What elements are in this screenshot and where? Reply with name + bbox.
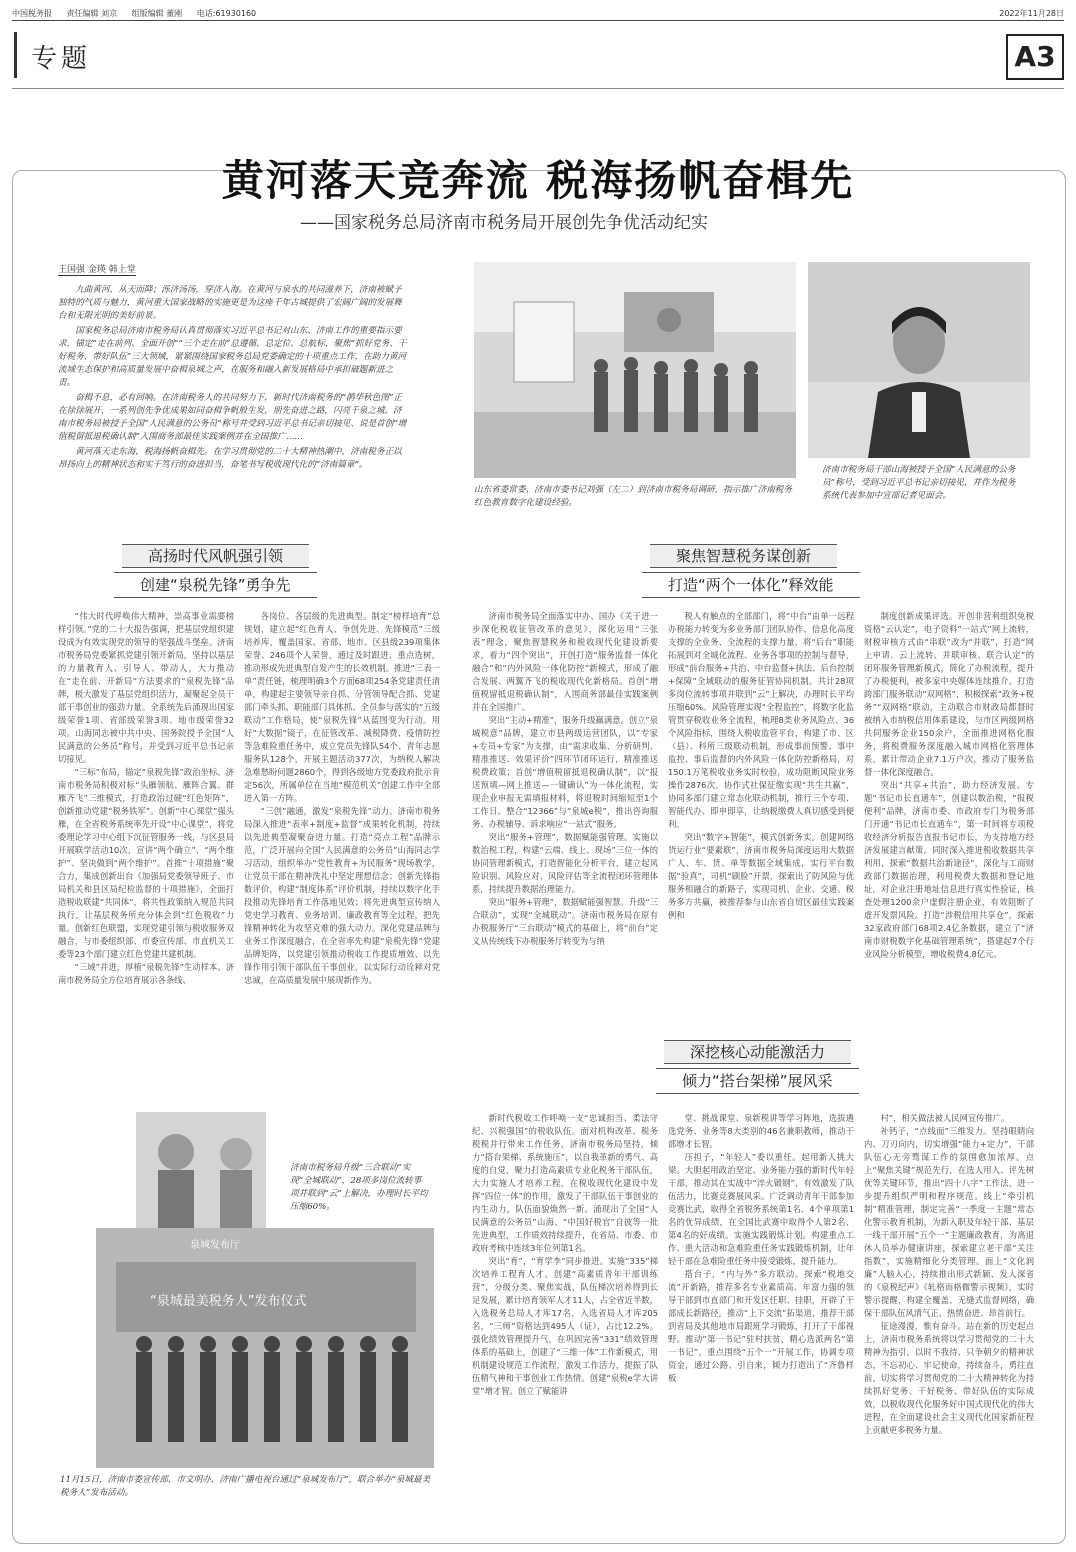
page-number: A3 bbox=[1006, 34, 1064, 80]
section-banner-1 bbox=[122, 544, 372, 600]
body-paragraph: 济南市税务局全面落实中办、国办《关于进一步深化税收征管改革的意见》，深化运用“三张表”理念，聚焦智慧税务和税收现代化建设新要求，着力“四个突出”，开创打造“服务监督一体化融合”和“内外风险一体化防控”新模式，形成了融合发展、两翼齐飞的税收现代化新格局。首创“增值税留抵退税确认制”，入围商务部最佳实践案例并在全国推广。 bbox=[472, 611, 658, 712]
body-paragraph: 各岗位、各层级的先进典型。制定“榜样培育”总规划，建立起“红色育人、争创先进、先锋模范”三级培养库，覆盖国家、省部、地市、区县级239项集体荣誉、246项个人荣誉，通过及时跟进、重点选树，推动形成先进典型自发产生的长效机制。推进“三表一单”责任链，梳理明确3个方面68项254条党建责任清单，构建起主要领导亲自抓、分管领导配合抓、党建部门牵头抓、职能部门具体抓、全员参与落实的“五级联动”工作格局，使“泉税先锋”从蓝图变为行动。用好“大数据”镜子，在征管改革、减税降费、疫情防控等急难险重任务中，成立党员先锋队54个、青年志愿服务队128个，开展主题活动377次，为纳税人解决急难愁盼问题2860个，得到各级地方党委政府批示肯定56次，所属单位在当地“模范机关”创建工作中全部进入第一方阵。 bbox=[244, 611, 440, 803]
section-banner-3 bbox=[664, 1040, 924, 1096]
body-paragraph: 补钙子，“点线面”三维发力。坚持眼睛向内、刀刃向内，切实增强“能力+定力”，干部队伍心无旁骛谋工作的氛围愈加浓厚。点上“聚焦关键”规范先行，在选人用人、评先树优等关键环节，推出“四十八字”工作法，进一步提升组织严明和程序规范。线上“牵引机制”精准管理，制定完善“一季度一主题”常态化警示教育机制，为新入职及年轻干部、基层一线干部开展“五个一”主题廉政教育，为离退休人员举办健康讲座，探索建立老干部“关注指数”，实施精细化分类管理。面上“文化润廉”人脑入心，持续推出形式新颖、发人深省的《泉税纪声》《轧格而格微警示视频》，实时警示提醒，构建全覆盖、无缝式监督网络，确保干部队伍风清气正、热情奋进、昂首前行。 bbox=[864, 1126, 1034, 1318]
visit-scene-image bbox=[474, 262, 796, 478]
section-3-title-line2: 倾力“搭台架梯”展风采 bbox=[656, 1068, 859, 1094]
photo-visit bbox=[474, 262, 796, 478]
section-label: 专题 bbox=[14, 32, 127, 78]
layout-editor: 组版编辑 董刚 bbox=[131, 9, 183, 18]
section-2-column-2 bbox=[668, 610, 854, 1030]
subheadline: ——国家税务总局济南市税务局开展创先争优活动纪实 bbox=[300, 213, 708, 233]
section-1-column-1 bbox=[58, 610, 234, 1040]
section-1-title-line2: 创建“泉税先锋”勇争先 bbox=[114, 572, 317, 598]
body-paragraph: “三标”布局，锚定“泉税先锋”政治坐标。济南市税务局积极对标“头雁领航、雁阵合翼、群雁齐飞”三维模式，打造政治过硬“红色矩阵”，创新推动党建“税务铁军”。创新“中心课堂”强头雁，在全省税务系统率先开设“中心课堂”，将党委理论学习中心组下沉征管服务一线，与区县局开展联学活动10次，宣讲“两个确立”、“两个维护”、坚决做到“两个维护”。首推“十项措施”聚合力，集成创新出台《加强局党委领导班子、市局机关和县区局纪检监督的十项措施》，全面打造税收联建“共同体”，将共性政策纳入规范共同执行，让基层税务所充分体会到“红色税收”力量。创新红色联盟，实现党建引领与税收服务双融合，与市委组织部、市委宣传部、市直机关工委等23个部门建立红色党建共建机制。 bbox=[58, 767, 234, 959]
ceremony-banner-text: “泉城最美税务人”发布仪式 bbox=[150, 1294, 307, 1309]
section-1-column-2 bbox=[244, 610, 440, 1100]
header-rule bbox=[12, 20, 1064, 21]
section-3-column-1 bbox=[472, 1112, 658, 1532]
editor: 责任编辑 刘京 bbox=[66, 9, 118, 18]
photo-visit-caption: 山东省委常委、济南市委书记刘强（左二）到济南市税务局调研，指示推广济南税务红色教育数字化建设经验。 bbox=[474, 485, 792, 508]
lead-paragraph: 奋楫不息，必有回响。在济南税务人的共同努力下，新时代济南税务的“鹊华秋色图”正在徐徐展开，一系列创先争优成果如同奋楫争帆般生发，朋先奋进之路，闪亮千泉之城。济南市税务局被授予全国“人民满意的公务员”称号并受到习近平总书记亲切接见、说是首创“增值税留抵退税确认制”入围商务部最佳实践案例并在全国推广…… bbox=[58, 393, 407, 442]
header-rule-bottom bbox=[12, 88, 1064, 89]
lead-paragraph: 国家税务总局济南市税务局认真贯彻落实习近平总书记对山东、济南工作的重要指示要求，锚定“走在前列、全面开创”“三个走在前”总遵循、总定位、总航标，聚焦“抓好党务、干好税务、带好队伍”三大领域，紧紧围绕国家税务总局党委确定的十项重点工作，在助力黄河流域生态保护和高质量发展中奋楫泉城之声，在服务和融入新发展格局中承担破题新进之责。 bbox=[58, 326, 407, 388]
body-paragraph: “三创”融通，激发“泉税先锋”动力。济南市税务局深入推进“表率+制度+监督”成果转化机制，持续以先进典型凝聚奋进力量。打造“亮点工程”品牌示范，广泛开展向全国“人民满意的公务员”山海同志学习活动，组织举办“党性教育+为民服务”现场教学，让党员干部在精神洗礼中坚定理想信念；创新先锋指数评价，构建“制度体系”评价机制，持续以数字化手段推动先锋培育工作落地见效；将先进典型宣传纳入党史学习教育、业务培训、廉政教育等全过程，把先锋精神转化为攻坚克难的强大动力。深化党建品牌与业务工作深度融合，在全省率先构建“泉税先锋”党建品牌矩阵，以党建引领推动税收工作提质增效、以先锋作用引领干部队伍干事创业，以实际行动诠释对党忠诚，在高质量发展中展现新作为。 bbox=[244, 806, 440, 985]
section-2-title-line2: 打造“两个一体化”释效能 bbox=[642, 572, 860, 598]
photo-portrait-caption: 济南市税务局干部山海被授予全国“人民满意的公务员”称号，受到习近平总书记亲切接见，并作为税务系统代表参加中宣部记者见面会。 bbox=[822, 465, 1016, 501]
body-paragraph: 突出“数字+智能”，模式创新务实。创建网络货运行业“要素联”，济南市税务局深度运用大数据广人、车、货、单等数据全域集成，实行平台数据“验真”，司机“刷脸”开票，探索出了防风险与优服务相融合的新路子，实现司机、企业、交通、税务多方共赢，被推荐参与山东省自贸区最佳实践案例和 bbox=[668, 832, 854, 920]
portrait-image bbox=[808, 262, 1030, 458]
lead-paragraphs bbox=[58, 284, 408, 474]
section-3-column-3 bbox=[864, 1112, 1034, 1532]
section-banner-2 bbox=[650, 544, 910, 600]
lead-paragraph: 九曲黄河，从天而降；泺济汤汤，穿济入海。在黄河与泉水的共同滋养下，济南被赋予独特的气质与魅力，黄河重大国家战略的实施更是为这座千年古城提供了宏阔广阔的发展舞台和无限光明的美好前景。 bbox=[58, 285, 402, 321]
paper-name: 中国税务报 bbox=[12, 9, 52, 18]
body-paragraph: 突出“共享+共治”，助力经济发展。专题“书记市长直通车”，创建以数治税，“报税便利”品牌，济南市委、市政府专门为税务部门开通“书记市长直通车”，第一时间将专项税收经济分析报告直报书记市长，为支持地方经济发展建言献策。同时深入推进税收数据共享利用，探索“数据共治新途径”，深化与工商财政部门数据治理，利用税费大数据和登记地址，对企业注册地址信息进行真实性验证，核查处理1200余户虚假注册企业，有效阻断了虚开发票风险。打造“涉税信用共享仓”，探索32家政府部门68项2.4亿条数据，建立了“济南市财税数字化基础管理系统”，搭建起7个行业风险分析模型，增收税费4.8亿元。 bbox=[864, 780, 1034, 959]
body-paragraph: 突出“服务+管理”，数据赋能强智慧。升级“三合联动”，实现“全城联动”。济南市税务局在原有办税服务厅“三台联动”模式的基础上，将“前台”定义从传统线下办税服务厅转变为与纳 bbox=[472, 897, 658, 946]
body-paragraph: 税人有触点的全部部门，将“中台”由单一远程办税能力转变为多业务部门团队协作、信息化高度支撑的全业务、全流程的支撑力量，将“后台”职能拓展到对全城化流程、业务各事项的控制与督导，形成“前台服务+共治、中台监督+执法、后台控制+保障”全域联动的服务征管协同机制。共计28项多岗位流转事项并联到“云”上解决，办理时长平均压缩60%。风险管理实现“全程监控”，将数字化监管贯穿税收业务全流程，梳理8类业务风险点、36个风险指标，围绕人税收监管平台，构建了市、区（县）、科所三级联动机制，形成事前预警、事中监控、事后监督的内外风险一体化防控新格局，对150.1万笔税收业务实时校验，成功阻断风险业务操作2876次。协作式社保征缴实现“共生共赢”，协同多部门建立常态化联动机制，推行三个专项、智能代办、即申即享，让纳税缴费人真切感受到便利。 bbox=[668, 611, 854, 829]
phone: 电话:61930160 bbox=[196, 9, 257, 18]
masthead bbox=[12, 8, 1064, 20]
section-2-title-line1: 聚焦智慧税务谋创新 bbox=[650, 544, 837, 568]
body-paragraph: 征途漫漫，惟有奋斗。站在新的历史起点上，济南市税务系统将以学习贯彻党的二十大精神为指引，以时不我待、只争朝夕的精神状态，不忘初心、牢记使命，持续奋斗，勇往直前，切实将学习贯彻党的二十大精神转化为持续抓好党务、干好税务、带好队伍的实际成效，以税收现代化服务好中国式现代化的伟大进程，在全面建设社会主义现代化国家新征程上贡献更多税务力量。 bbox=[864, 1321, 1034, 1435]
body-paragraph: 突出“主动+精准”，服务升级赢满意。创立“泉城税意”品牌，建立市县两级运营团队，以“专家+专员+专家”为支撑，由“需求收集、分析研判、精准推送、效果评价”四环节闭环运行，精准推送税费政策；首创“增值税留抵退税确认制”，以“报送预填—网上推送—一键确认”为一体化流程，实现企业申报无需填报材料，将退税时间缩短至1个工作日。整合“12366”与“泉城e税”，推出咨询服务、办税辅导、诉求响应“一站式”服务。 bbox=[472, 715, 658, 829]
section-2-column-1 bbox=[472, 610, 658, 1030]
body-paragraph: 村”，相关做法被人民网宣传推广。 bbox=[880, 1113, 1010, 1123]
body-paragraph: 制度创新成果评选。开创非营利组织免税资格“云认定”，电子资料“一站式”网上流转，财税审核方式由“串联”改为“并联”，打造“网上申请、云上流转、并联审核、联合认定”的闭环服务管理新模式，简化了办税流程，提升了办税便利，被多家中央媒体连续推介。打造跨部门服务联动“双网格”，积极探索“政务+税务”“双网格”联动，主动联合市财政局都督时被纳入市纳税信用体系建设，与市区两级网格共同服务企业150余户，全面推进网格化服务，将税费服务深度融入城市网格化管理体系，累计带动企业7.1万户次，推动了服务监督一体化深度融合。 bbox=[864, 611, 1034, 777]
byline: 王国强 金瑛 韩上堂 bbox=[58, 262, 136, 276]
photo-ceremony-caption: 11月15日，济南市委宣传部、市文明办、济南广播电视台通过“泉城发布厅”，联合举办“泉城最美税务人”发布活动。 bbox=[60, 1475, 431, 1498]
body-paragraph: “伟大时代呼唤伟大精神，崇高事业需要榜样引领。”党的二十大报告强调，把基层党组织建设成为有效实现党的领导的坚强战斗堡垒。济南市税务局党委紧抓党建引领开新局，坚持以基层的力量教育人、引导人、带动人，大力推动在“走在前、开新局”方法要求的“泉税先锋”品牌，极大激发了基层党组织活力，凝聚起全员干部干事创业的强劲力量。全系统先后涌现出国家级荣誉1项、省部级荣誉3项、地市级荣誉32项。山海同志被中共中央、国务院授予全国“人民满意的公务员”称号，并受到习近平总书记亲切接见。 bbox=[58, 611, 234, 764]
headline: 黄河落天竞奔流 税海扬帆奋楫先 bbox=[221, 156, 855, 205]
section-1-title-line1: 高扬时代风帆强引领 bbox=[122, 544, 309, 568]
body-paragraph: 突出“服务+管理”，数据赋能强管理。实施以数治税工程，构建“云端、线上、现场”三位一体的协同管理新模式，打造智能化分析平台，建立起风险识别、风险应对、风险评估等全流程闭环管理体系，持续提升数据治理能力。 bbox=[472, 832, 658, 894]
photo-portrait bbox=[808, 262, 1030, 458]
lead-paragraph: 黄河落天走东海，税海扬帆奋楫先。在学习贯彻党的二十大精神热潮中，济南税务正以昂扬向上的精神状态和实干笃行的奋进担当，奋笔书写税收现代化的“济南篇章”。 bbox=[58, 447, 402, 470]
section-3-column-2 bbox=[668, 1112, 854, 1532]
body-paragraph: 堂、挑战课堂、泉新税讲等学习阵地，选拔遴选党务、业务等8大类别的46名兼职教师，推动干部增才长智。 bbox=[668, 1113, 854, 1149]
body-paragraph: 搭台子，“内与外”多方联动。探索“税地交流”开新路，推荐多名专业素质高、年富力强的领导干部到市直部门和开发区任职、挂职，开辟了干部成长新路径。推动“上下交流”拓渠道，推荐干部到省局及其他地市局跟班学习锻炼，打开了干部视野。推动“第一书记”驻村扶贫，精心选派两名“第一书记”，重点围绕“五个一”开展工作，协调专项资金，通过公路、引自来，倾力打造出了“齐鲁样板 bbox=[668, 1269, 854, 1383]
photo-service-caption: 济南市税务局升级“三合联动”实现“全城联动”，28项多岗位流转事项并联到“云”上解决，办理时长平均压缩60%。 bbox=[290, 1163, 428, 1212]
issue-date: 2022年11月28日 bbox=[999, 9, 1064, 18]
body-paragraph: “三域”并进，厚植“泉税先锋”生动样本。济南市税务局全方位培育展示各条线、 bbox=[58, 962, 234, 985]
body-paragraph: 压担子，“年轻人”委以重任。起用新人挑大梁。大胆起用政治坚定、业务能力强的新时代年轻干部，推动其在实战中“淬火锻钢”，有效激发了队伍活力，比赛竞赛展风采。广泛调动青年干部参加竞赛比武，取得全省税务系统第1名、4个单项第1名的优异成绩，在全国比武赛中取得个人第2名、第4名的好成绩。实施实践锻炼计划。构建重点工作、重大活动和急难险重任务实践锻炼机制，让年轻干部在急难险重任务中接受锻炼，提升能力。 bbox=[668, 1152, 854, 1266]
section-2-column-3 bbox=[864, 610, 1034, 1030]
hall-sign: 泉城发布厅 bbox=[190, 1240, 240, 1251]
body-paragraph: 突出“育”，“育学李”同步推进。实施“335”梯次培养工程育人才。创建“高素质青年干部训练营”，分级分类、聚焦实战，队伍梯次培养得到长足发展，累计培育领军人才11人，占全省近半数，入选税务总局人才库17名，入选省局人才库205名，“三师”资格达到495人（证），占比12.2%。强化绩效管理提升气，在巩固完善“331”绩效管理体系的基础上，创建了“三维一体”工作新模式，用机制建设规范工作流程，激发工作活力，提振了队伍精气神和干事创业工作热情。创建“泉税e学大讲堂”增才智。创立了赋能讲 bbox=[472, 1256, 658, 1396]
body-paragraph: 新时代税收工作呼唤一支“忠诚担当、柔法守纪、兴税强国”的税收队伍。面对机构改革、税务税税并行带来工作任务，济南市税务局坚持，倾力“搭台架梯、系统施压”，以自我革新的勇气、高度的自觉，聚力打造高素质专业化税务干部队伍，大力实施人才培养工程，在税收现代化建设中发挥“四位一体”的作用，激发了干部队伍干事创业的内生动力，队伍面貌焕然一新。涌现出了全国“人民满意的公务员”山海、“中国好税官”自彼等一批先进典型，工作质效持续提升，在省局、市委、市政府考核中连续3年位列第1名。 bbox=[472, 1113, 658, 1253]
section-3-title-line1: 深挖核心动能激活力 bbox=[664, 1040, 851, 1064]
